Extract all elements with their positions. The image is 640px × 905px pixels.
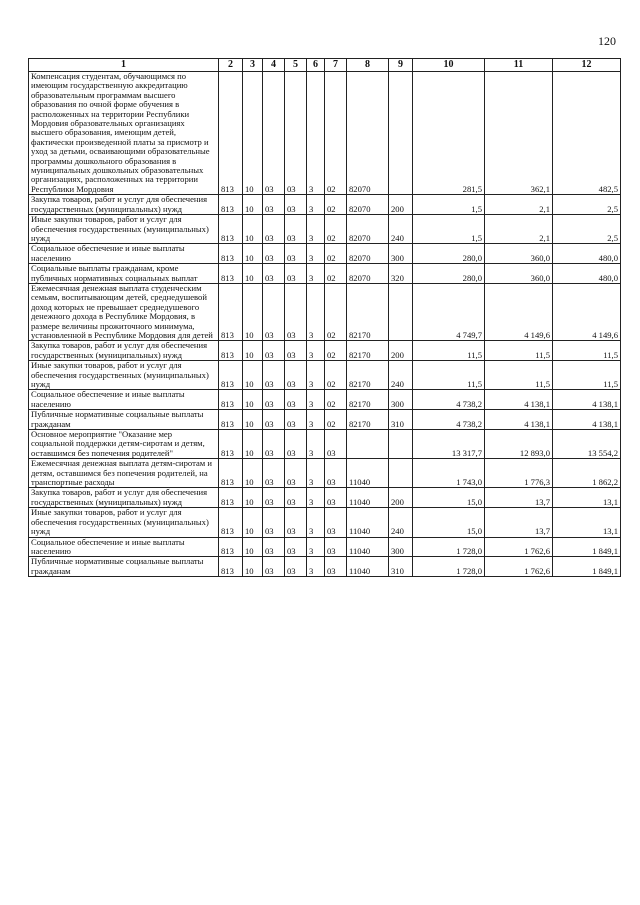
pr-cell: 03 — [263, 283, 285, 340]
subprogram-cell: 3 — [307, 430, 325, 459]
rzpr-cell: 813 — [219, 341, 243, 361]
rzpr-cell: 813 — [219, 410, 243, 430]
subprogram-cell: 3 — [307, 537, 325, 557]
item-name-cell: Социальное обеспечение и иные выплаты населению — [29, 537, 219, 557]
rzpr-cell: 813 — [219, 361, 243, 390]
table-row — [29, 341, 621, 361]
vr-cell: 310 — [389, 557, 413, 577]
direction-cell: 82070 — [347, 215, 389, 244]
vr-cell: 320 — [389, 264, 413, 284]
amount-2025-cell: 480,0 — [553, 244, 621, 264]
amount-2024-cell: 1 776,3 — [485, 459, 553, 488]
amount-2024-cell: 4 149,6 — [485, 283, 553, 340]
amount-2023-cell: 1 728,0 — [413, 557, 485, 577]
amount-2025-cell: 480,0 — [553, 264, 621, 284]
direction-cell: 11040 — [347, 537, 389, 557]
vr-cell: 310 — [389, 410, 413, 430]
table-row — [29, 283, 621, 340]
pr-cell: 03 — [263, 410, 285, 430]
item-name-cell: Ежемесячная денежная выплата детям-сиротам и детям, оставшимся без попечения родителей, на транспортные расходы — [29, 459, 219, 488]
amount-2025-cell: 1 862,2 — [553, 459, 621, 488]
amount-2024-cell: 1 762,6 — [485, 557, 553, 577]
vr-cell: 240 — [389, 361, 413, 390]
program-cell: 03 — [285, 72, 307, 195]
amount-2025-cell: 11,5 — [553, 341, 621, 361]
event-cell: 03 — [325, 430, 347, 459]
table-row — [29, 410, 621, 430]
direction-cell: 82070 — [347, 72, 389, 195]
rz-cell: 10 — [243, 72, 263, 195]
event-cell: 02 — [325, 72, 347, 195]
amount-2025-cell: 11,5 — [553, 361, 621, 390]
rz-cell: 10 — [243, 215, 263, 244]
rz-cell: 10 — [243, 557, 263, 577]
rz-cell: 10 — [243, 341, 263, 361]
vr-cell: 200 — [389, 488, 413, 508]
amount-2024-cell: 2,1 — [485, 215, 553, 244]
subprogram-cell: 3 — [307, 264, 325, 284]
amount-2023-cell: 280,0 — [413, 244, 485, 264]
amount-2023-cell: 280,0 — [413, 264, 485, 284]
amount-2023-cell: 1 743,0 — [413, 459, 485, 488]
table-row — [29, 361, 621, 390]
program-cell: 03 — [285, 488, 307, 508]
amount-2025-cell: 1 849,1 — [553, 537, 621, 557]
table-row — [29, 72, 621, 195]
pr-cell: 03 — [263, 264, 285, 284]
amount-2025-cell: 13,1 — [553, 508, 621, 537]
vr-cell: 300 — [389, 390, 413, 410]
rzpr-cell: 813 — [219, 390, 243, 410]
event-cell: 02 — [325, 361, 347, 390]
amount-2024-cell: 4 138,1 — [485, 410, 553, 430]
item-name-cell: Ежемесячная денежная выплата студенческим семьям, воспитывающим детей, среднедушевой доход которых не превышает среднедушевого денежного дохода в Республике Мордовия, в размере величины прожиточного минимума, установленной в Республике Мордовия для детей — [29, 283, 219, 340]
amount-2024-cell: 13,7 — [485, 488, 553, 508]
item-name-cell: Закупка товаров, работ и услуг для обеспечения государственных (муниципальных) нужд — [29, 195, 219, 215]
table-row — [29, 390, 621, 410]
subprogram-cell: 3 — [307, 361, 325, 390]
rz-cell: 10 — [243, 361, 263, 390]
amount-2023-cell: 15,0 — [413, 488, 485, 508]
amount-2023-cell: 4 738,2 — [413, 390, 485, 410]
amount-2024-cell: 1 762,6 — [485, 537, 553, 557]
program-cell: 03 — [285, 264, 307, 284]
event-cell: 02 — [325, 410, 347, 430]
rz-cell: 10 — [243, 508, 263, 537]
pr-cell: 03 — [263, 361, 285, 390]
subprogram-cell: 3 — [307, 390, 325, 410]
pr-cell: 03 — [263, 72, 285, 195]
amount-2024-cell: 362,1 — [485, 72, 553, 195]
amount-2024-cell: 2,1 — [485, 195, 553, 215]
vr-cell: 240 — [389, 215, 413, 244]
table-row — [29, 488, 621, 508]
rzpr-cell: 813 — [219, 557, 243, 577]
rzpr-cell: 813 — [219, 72, 243, 195]
rzpr-cell: 813 — [219, 459, 243, 488]
rzpr-cell: 813 — [219, 264, 243, 284]
amount-2024-cell: 13,7 — [485, 508, 553, 537]
event-cell: 03 — [325, 459, 347, 488]
subprogram-cell: 3 — [307, 459, 325, 488]
item-name-cell: Иные закупки товаров, работ и услуг для обеспечения государственных (муниципальных) нужд — [29, 361, 219, 390]
subprogram-cell: 3 — [307, 508, 325, 537]
program-cell: 03 — [285, 508, 307, 537]
program-cell: 03 — [285, 459, 307, 488]
amount-2023-cell: 1 728,0 — [413, 537, 485, 557]
header-cell: 2 — [219, 59, 243, 72]
item-name-cell: Закупка товаров, работ и услуг для обеспечения государственных (муниципальных) нужд — [29, 488, 219, 508]
amount-2023-cell: 13 317,7 — [413, 430, 485, 459]
table-row — [29, 557, 621, 577]
header-cell: 7 — [325, 59, 347, 72]
table-row — [29, 508, 621, 537]
vr-cell — [389, 430, 413, 459]
vr-cell — [389, 459, 413, 488]
header-cell: 12 — [553, 59, 621, 72]
direction-cell: 82170 — [347, 341, 389, 361]
amount-2024-cell: 11,5 — [485, 361, 553, 390]
rz-cell: 10 — [243, 537, 263, 557]
vr-cell: 200 — [389, 195, 413, 215]
amount-2025-cell: 2,5 — [553, 195, 621, 215]
program-cell: 03 — [285, 244, 307, 264]
pr-cell: 03 — [263, 488, 285, 508]
rzpr-cell: 813 — [219, 283, 243, 340]
rz-cell: 10 — [243, 390, 263, 410]
subprogram-cell: 3 — [307, 557, 325, 577]
header-cell: 11 — [485, 59, 553, 72]
table-row — [29, 195, 621, 215]
table-row — [29, 244, 621, 264]
header-cell: 1 — [29, 59, 219, 72]
vr-cell: 240 — [389, 508, 413, 537]
direction-cell: 82170 — [347, 283, 389, 340]
subprogram-cell: 3 — [307, 283, 325, 340]
item-name-cell: Социальное обеспечение и иные выплаты населению — [29, 390, 219, 410]
amount-2025-cell: 2,5 — [553, 215, 621, 244]
table-row — [29, 459, 621, 488]
header-cell: 10 — [413, 59, 485, 72]
amount-2023-cell: 15,0 — [413, 508, 485, 537]
event-cell: 03 — [325, 508, 347, 537]
direction-cell: 11040 — [347, 557, 389, 577]
amount-2025-cell: 482,5 — [553, 72, 621, 195]
event-cell: 02 — [325, 215, 347, 244]
header-row — [29, 59, 621, 72]
pr-cell: 03 — [263, 537, 285, 557]
item-name-cell: Основное мероприятие "Оказание мер социальной поддержки детям-сиротам и детям, оставшимся без попечения родителей" — [29, 430, 219, 459]
direction-cell: 11040 — [347, 488, 389, 508]
amount-2025-cell: 4 138,1 — [553, 390, 621, 410]
program-cell: 03 — [285, 557, 307, 577]
amount-2023-cell: 11,5 — [413, 361, 485, 390]
event-cell: 03 — [325, 488, 347, 508]
header-cell: 5 — [285, 59, 307, 72]
direction-cell: 82070 — [347, 244, 389, 264]
rz-cell: 10 — [243, 459, 263, 488]
amount-2024-cell: 360,0 — [485, 264, 553, 284]
amount-2025-cell: 4 149,6 — [553, 283, 621, 340]
amount-2023-cell: 4 749,7 — [413, 283, 485, 340]
subprogram-cell: 3 — [307, 341, 325, 361]
subprogram-cell: 3 — [307, 488, 325, 508]
event-cell: 03 — [325, 537, 347, 557]
subprogram-cell: 3 — [307, 244, 325, 264]
amount-2023-cell: 1,5 — [413, 215, 485, 244]
budget-table — [28, 58, 621, 577]
item-name-cell: Компенсация студентам, обучающимся по имеющим государственную аккредитацию образовательным программам высшего образования по очной форме обучения в расположенных на территории Республики Мордовия образовательных организациях высшего образования, имеющим детей, фактически произведенной платы за присмотр и уход за детьми, осваивающими образовательные программы дошкольного образования в муниципальных дошкольных образовательных организациях, расположенных на территории Республики Мордовия — [29, 72, 219, 195]
item-name-cell: Социальное обеспечение и иные выплаты населению — [29, 244, 219, 264]
header-cell: 6 — [307, 59, 325, 72]
event-cell: 02 — [325, 341, 347, 361]
item-name-cell: Закупка товаров, работ и услуг для обеспечения государственных (муниципальных) нужд — [29, 341, 219, 361]
rzpr-cell: 813 — [219, 195, 243, 215]
subprogram-cell: 3 — [307, 72, 325, 195]
header-cell: 8 — [347, 59, 389, 72]
event-cell: 02 — [325, 244, 347, 264]
program-cell: 03 — [285, 215, 307, 244]
pr-cell: 03 — [263, 390, 285, 410]
rzpr-cell: 813 — [219, 430, 243, 459]
table-row — [29, 537, 621, 557]
pr-cell: 03 — [263, 557, 285, 577]
rzpr-cell: 813 — [219, 215, 243, 244]
vr-cell — [389, 283, 413, 340]
pr-cell: 03 — [263, 459, 285, 488]
direction-cell: 82170 — [347, 361, 389, 390]
event-cell: 02 — [325, 195, 347, 215]
header-cell: 3 — [243, 59, 263, 72]
subprogram-cell: 3 — [307, 195, 325, 215]
event-cell: 03 — [325, 557, 347, 577]
direction-cell: 11040 — [347, 459, 389, 488]
vr-cell: 300 — [389, 244, 413, 264]
amount-2023-cell: 1,5 — [413, 195, 485, 215]
amount-2025-cell: 13,1 — [553, 488, 621, 508]
direction-cell — [347, 430, 389, 459]
amount-2025-cell: 1 849,1 — [553, 557, 621, 577]
pr-cell: 03 — [263, 430, 285, 459]
amount-2024-cell: 12 893,0 — [485, 430, 553, 459]
item-name-cell: Иные закупки товаров, работ и услуг для обеспечения государственных (муниципальных) нужд — [29, 215, 219, 244]
rzpr-cell: 813 — [219, 244, 243, 264]
pr-cell: 03 — [263, 508, 285, 537]
table-row — [29, 430, 621, 459]
subprogram-cell: 3 — [307, 410, 325, 430]
pr-cell: 03 — [263, 215, 285, 244]
pr-cell: 03 — [263, 341, 285, 361]
item-name-cell: Социальные выплаты гражданам, кроме публичных нормативных социальных выплат — [29, 264, 219, 284]
amount-2023-cell: 4 738,2 — [413, 410, 485, 430]
vr-cell — [389, 72, 413, 195]
header-cell: 9 — [389, 59, 413, 72]
amount-2025-cell: 13 554,2 — [553, 430, 621, 459]
program-cell: 03 — [285, 537, 307, 557]
rz-cell: 10 — [243, 430, 263, 459]
vr-cell: 200 — [389, 341, 413, 361]
amount-2024-cell: 360,0 — [485, 244, 553, 264]
page-number: 120 — [598, 34, 616, 48]
rz-cell: 10 — [243, 410, 263, 430]
table-row — [29, 215, 621, 244]
program-cell: 03 — [285, 390, 307, 410]
amount-2024-cell: 4 138,1 — [485, 390, 553, 410]
rzpr-cell: 813 — [219, 488, 243, 508]
item-name-cell: Публичные нормативные социальные выплаты гражданам — [29, 410, 219, 430]
header-cell: 4 — [263, 59, 285, 72]
pr-cell: 03 — [263, 244, 285, 264]
rz-cell: 10 — [243, 488, 263, 508]
program-cell: 03 — [285, 410, 307, 430]
program-cell: 03 — [285, 430, 307, 459]
rz-cell: 10 — [243, 244, 263, 264]
event-cell: 02 — [325, 390, 347, 410]
direction-cell: 82070 — [347, 195, 389, 215]
rz-cell: 10 — [243, 283, 263, 340]
direction-cell: 11040 — [347, 508, 389, 537]
item-name-cell: Публичные нормативные социальные выплаты гражданам — [29, 557, 219, 577]
event-cell: 02 — [325, 283, 347, 340]
rz-cell: 10 — [243, 264, 263, 284]
amount-2024-cell: 11,5 — [485, 341, 553, 361]
direction-cell: 82070 — [347, 264, 389, 284]
event-cell: 02 — [325, 264, 347, 284]
amount-2023-cell: 281,5 — [413, 72, 485, 195]
rzpr-cell: 813 — [219, 508, 243, 537]
rzpr-cell: 813 — [219, 537, 243, 557]
subprogram-cell: 3 — [307, 215, 325, 244]
direction-cell: 82170 — [347, 410, 389, 430]
program-cell: 03 — [285, 341, 307, 361]
item-name-cell: Иные закупки товаров, работ и услуг для обеспечения государственных (муниципальных) нужд — [29, 508, 219, 537]
program-cell: 03 — [285, 283, 307, 340]
direction-cell: 82170 — [347, 390, 389, 410]
vr-cell: 300 — [389, 537, 413, 557]
rz-cell: 10 — [243, 195, 263, 215]
pr-cell: 03 — [263, 195, 285, 215]
table-row — [29, 264, 621, 284]
amount-2023-cell: 11,5 — [413, 341, 485, 361]
program-cell: 03 — [285, 361, 307, 390]
amount-2025-cell: 4 138,1 — [553, 410, 621, 430]
program-cell: 03 — [285, 195, 307, 215]
